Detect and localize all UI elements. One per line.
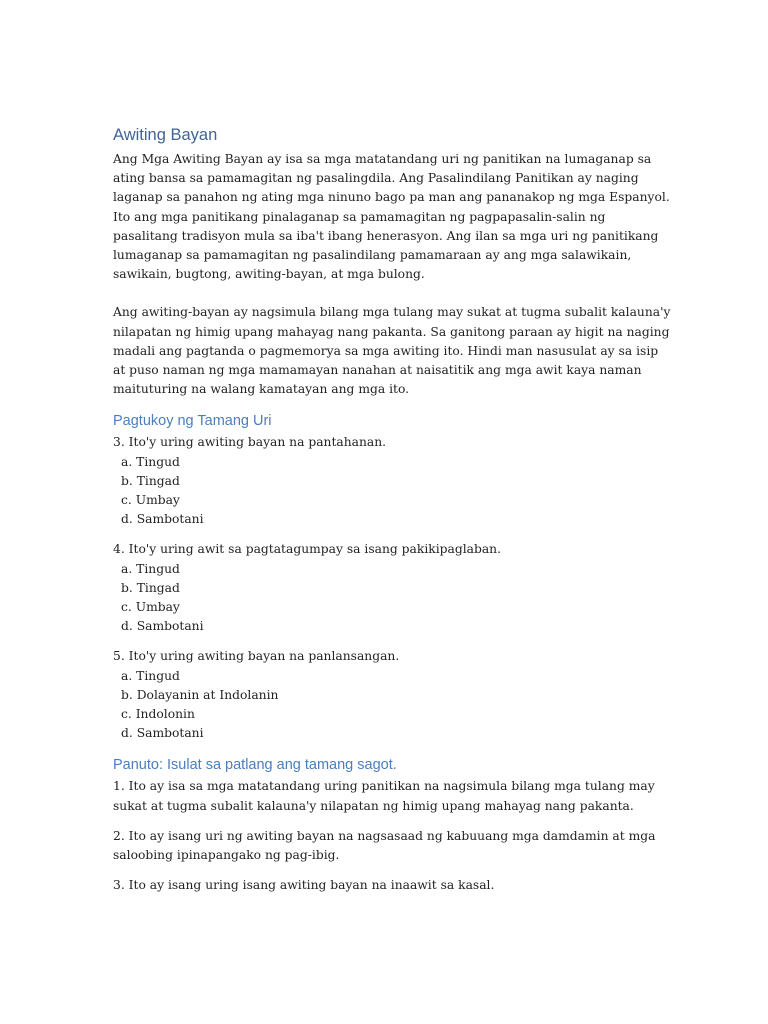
option-item: a. Tingud (121, 561, 180, 576)
question-block (113, 647, 673, 743)
section-heading-panuto: Panuto: Isulat sa patlang ang tamang sagot. (113, 757, 397, 774)
spacer (113, 865, 673, 876)
intro-paragraph-2: Ang awiting-bayan ay nagsimula bilang mga tulang may sukat at tugma subalit kalauna'y nilapatan ng himig upang mahayag nang pakanta. Sa ganitong paraan ay higit na naging madali ang pagtanda o pagmemorya sa mga awiting ito. Hindi man nasusulat ay sa isip at puso naman ng mga mamamayan nanahan at naisatitik ang mga awit kaya naman maituturing na walang kamatayan ang mga ito. (113, 305, 671, 397)
option-item: a. Tingud (121, 454, 180, 469)
option-item: b. Dolayanin at Indolanin (121, 687, 279, 702)
option-item: b. Tingad (121, 473, 180, 488)
option-list (113, 667, 673, 744)
option-item: d. Sambotani (121, 512, 204, 527)
section-heading-pagtukoy: Pagtukoy ng Tamang Uri (113, 413, 272, 430)
fill-in-item: 3. Ito ay isang uring isang awiting bayan na inaawit sa kasal. (113, 878, 495, 893)
spacer (113, 529, 673, 540)
fill-in-item: 2. Ito ay isang uri ng awiting bayan na nagsasaad ng kabuuang mga damdamin at mga saloobing ipinapangako ng pag-ibig. (113, 828, 656, 863)
spacer (113, 743, 673, 755)
option-item: c. Indolonin (121, 707, 195, 722)
option-list (113, 560, 673, 637)
question-block (113, 433, 673, 529)
document-page (113, 124, 673, 896)
spacer (113, 816, 673, 827)
spacer (113, 636, 673, 647)
fill-in-item: 1. Ito ay isa sa mga matatandang uring panitikan na nagsimula bilang mga tulang may sukat at tugma subalit kalauna'y nilapatan ng himig upang mahayag nang pakanta. (113, 779, 655, 813)
question-text: 5. Ito'y uring awiting bayan na panlansangan. (113, 649, 400, 664)
document-title: Awiting Bayan (113, 126, 218, 144)
option-item: a. Tingud (121, 668, 180, 683)
question-text: 4. Ito'y uring awit sa pagtatagumpay sa isang pakikipaglaban. (113, 542, 502, 557)
option-item: c. Umbay (121, 600, 180, 615)
spacer (113, 399, 673, 411)
spacer (113, 284, 673, 303)
option-item: b. Tingad (121, 580, 180, 595)
intro-paragraph-1: Ang Mga Awiting Bayan ay isa sa mga matatandang uri ng panitikan na lumaganap sa ating bansa sa pamamagitan ng pasalingdila. Ang Pasalindilang Panitikan ay naging laganap sa panahon ng ating mga ninuno bago pa man ang pananakop ng mga Espanyol. Ito ang mga panitikang pinalaganap sa pamamagitan ng pagpapasalin-salin ng pasalitang tradisyon mula sa iba't ibang henerasyon. Ang ilan sa mga uri ng panitikang lumaganap sa pamamagitan ng pasalindilang pamamaraan ay ang mga salawikain, sawikain, bugtong, awiting-bayan, at mga bulong. (113, 152, 670, 282)
option-item: c. Umbay (121, 493, 180, 508)
option-item: d. Sambotani (121, 619, 204, 634)
question-text: 3. Ito'y uring awiting bayan na pantahanan. (113, 435, 387, 450)
question-block (113, 540, 673, 636)
option-item: d. Sambotani (121, 726, 204, 741)
option-list (113, 453, 673, 530)
